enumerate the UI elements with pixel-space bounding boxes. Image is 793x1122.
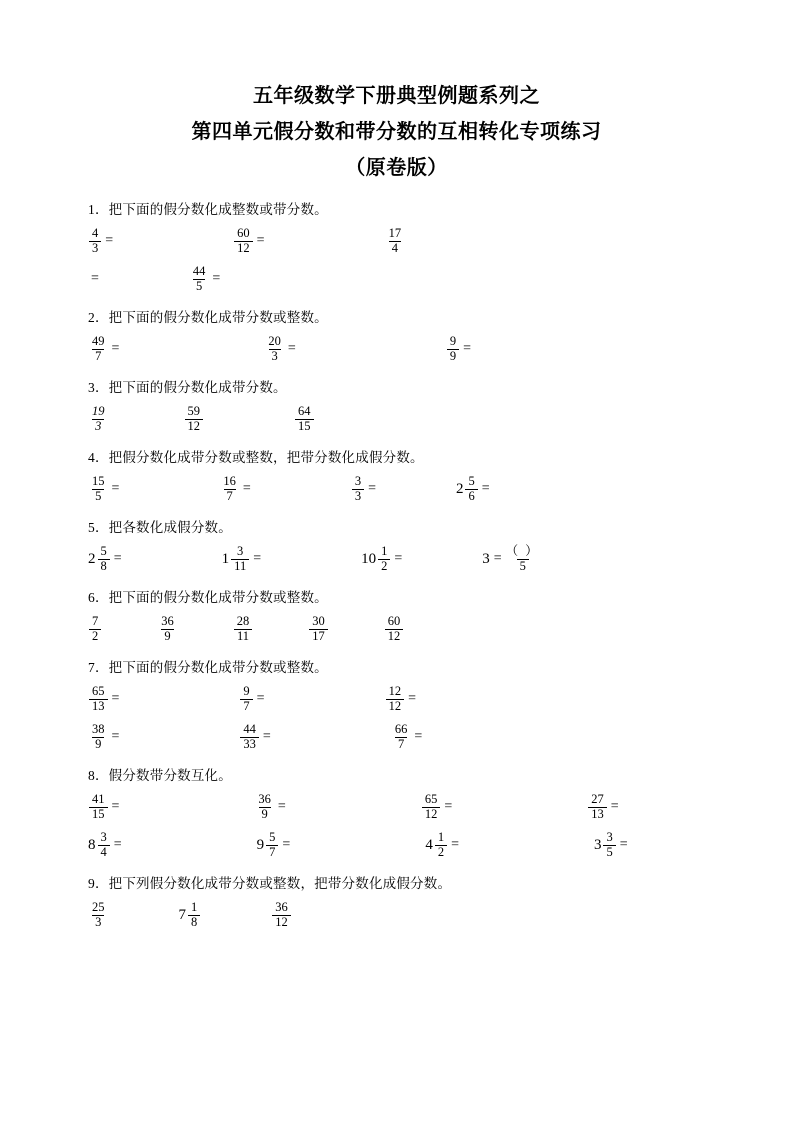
fraction-denominator: 5 [92,489,104,503]
fraction-numerator: 36 [275,900,288,915]
answer-row [88,826,705,864]
fraction-denominator: 7 [395,737,407,751]
question-text: 2．把下面的假分数化成带分数或整数。 [88,310,328,325]
whole-number: 1 [221,550,230,567]
answer-row [88,260,705,298]
exercise-item[interactable] [88,723,119,750]
fraction-denominator: 5 [517,559,529,573]
fraction [295,405,314,432]
fraction-numerator: 66 [394,722,408,737]
question-block [88,588,705,648]
fraction-denominator: 17 [309,629,328,643]
fraction-denominator: 11 [231,559,249,573]
equals-sign: = [610,799,619,814]
answer-row [88,330,705,368]
equals-sign: = [256,233,265,248]
fraction-numerator: 3 [606,830,613,845]
exercise-item[interactable] [385,685,416,712]
fraction-denominator: 8 [188,915,200,929]
fraction-denominator: 12 [234,241,253,255]
exercise-item[interactable] [157,615,178,642]
question-block [88,448,705,508]
fraction [89,723,108,750]
question-text: 1．把下面的假分数化成整数或带分数。 [88,202,328,217]
exercise-item[interactable] [264,335,295,362]
title-line-3: （原卷版） [345,157,448,179]
fraction-numerator: 3 [100,830,107,845]
fraction [386,227,405,254]
fraction [89,685,108,712]
fraction-numerator: 15 [92,474,105,489]
exercise-item[interactable] [88,793,119,820]
question-text: 9．把下列假分数化成带分数或整数，把带分数化成假分数。 [88,876,452,891]
answer-row [88,540,705,578]
fraction-numerator: 30 [312,614,325,629]
fraction-denominator: 7 [92,349,104,363]
fraction-numerator: 28 [236,614,250,629]
exercise-item[interactable] [88,615,102,642]
exercise-item[interactable] [587,793,618,820]
equals-sign: = [105,233,114,248]
fraction-numerator: 5 [269,830,276,845]
exercise-item[interactable] [294,405,315,432]
exercise-item[interactable] [233,227,264,254]
exercise-item[interactable] [384,615,405,642]
exercise-item[interactable] [239,723,270,750]
fraction-numerator: 41 [92,792,105,807]
fraction-numerator: 1 [381,544,388,559]
fraction [503,545,543,572]
fraction-denominator: 15 [295,419,314,433]
exercise-item[interactable] [88,545,122,572]
equals-sign: = [463,341,471,356]
fraction-numerator: 36 [258,792,271,807]
fraction [185,405,204,432]
fraction-numerator: 9 [243,684,250,699]
fraction [352,475,364,502]
equals-sign: = [262,729,271,744]
equals-sign: = [282,837,291,852]
whole-number: 3 [593,836,602,853]
fraction-denominator: 4 [389,241,401,255]
question-text: 4．把假分数化成带分数或整数，把带分数化成假分数。 [88,450,424,465]
fraction-denominator: 13 [89,699,108,713]
fraction-numerator: 25 [92,900,105,915]
equals-sign: = [91,271,99,286]
fraction-denominator: 12 [272,915,291,929]
whole-number: 9 [256,836,265,853]
equals-sign: = [111,799,120,814]
fraction [378,545,390,572]
answer-row [88,680,705,718]
fraction-denominator: 12 [422,807,441,821]
equals-sign: = [242,481,251,496]
question-block [88,658,705,756]
fraction [98,545,110,572]
fraction [385,615,404,642]
whole-number: 2 [455,480,464,497]
fraction [234,227,253,254]
equals-sign: = [111,341,120,356]
fraction-denominator: 9 [92,737,104,751]
equals-sign: = [493,551,502,566]
fraction-denominator: 3 [352,489,364,503]
fraction [89,793,108,820]
fraction-numerator: 65 [424,792,438,807]
fraction-denominator: 6 [465,489,477,503]
fraction-numerator: 12 [388,684,402,699]
fraction [603,831,615,858]
whole-number: 7 [178,906,186,923]
fraction-numerator: 3 [237,544,244,559]
fraction-numerator: 4 [92,226,99,241]
equals-sign: = [253,551,262,566]
fraction-denominator: 5 [193,279,205,293]
exercise-item[interactable] [271,901,292,928]
exercise-item[interactable] [239,685,264,712]
exercise-item[interactable] [233,615,254,642]
exercise-item[interactable] [88,227,113,254]
exercise-item[interactable] [184,405,205,432]
fraction-numerator: 44 [192,264,206,279]
question-block [88,200,705,298]
fraction-denominator: 9 [161,629,173,643]
question-block [88,766,705,864]
question-text: 8．假分数带分数互化。 [88,768,232,783]
fraction [89,475,108,502]
fraction [240,685,252,712]
questions-container [88,200,705,934]
fraction-numerator: 38 [92,722,105,737]
fraction [255,793,274,820]
fraction-numerator: 60 [237,226,250,241]
fraction [190,265,209,292]
fraction-numerator: 7 [92,614,99,629]
exercise-item[interactable] [88,475,119,502]
answer-row [88,788,705,826]
exercise-item[interactable] [88,271,99,287]
equals-sign: = [481,481,490,496]
fraction [265,335,284,362]
exercise-item[interactable] [421,793,452,820]
exercise-item[interactable] [88,831,122,858]
fraction-denominator: 4 [98,845,110,859]
fraction-denominator: 3 [89,241,101,255]
fraction-denominator: 2 [378,559,390,573]
answer-row [88,470,705,508]
answer-row [88,400,705,438]
equals-sign: = [451,837,459,852]
fraction-numerator: 27 [591,792,604,807]
fraction-numerator: 19 [92,404,105,419]
fraction-numerator: 20 [268,334,281,349]
fraction-denominator: 5 [603,845,615,859]
fraction-numerator: 16 [223,474,236,489]
fraction [240,723,259,750]
exercise-item[interactable] [308,615,329,642]
equals-sign: = [256,691,265,706]
exercise-item[interactable] [219,475,250,502]
exercise-item[interactable] [88,685,119,712]
fraction-denominator: 3 [269,349,281,363]
exercise-item[interactable] [88,335,119,362]
exercise-item[interactable] [179,901,202,928]
fraction-numerator: （ ） [505,544,540,559]
answer-row [88,610,705,648]
fraction-denominator: 9 [259,807,271,821]
exercise-item[interactable] [456,475,490,502]
fraction [98,831,110,858]
fraction-numerator: 59 [187,404,200,419]
whole-number: 2 [88,550,96,567]
fraction [231,545,249,572]
question-text: 5．把各数化成假分数。 [88,520,232,535]
fraction [234,615,253,642]
fraction [422,793,441,820]
fraction-numerator: 3 [354,474,362,489]
answer-row [88,222,705,260]
question-block [88,874,705,934]
equals-sign: = [287,341,296,356]
fraction [158,615,177,642]
fraction [588,793,607,820]
equals-sign: = [113,551,122,566]
question-block [88,518,705,578]
equals-sign: = [113,837,122,852]
fraction-numerator: 17 [388,226,402,241]
fraction-numerator: 1 [437,830,445,845]
exercise-item[interactable] [88,405,109,432]
equals-sign: = [444,799,453,814]
whole-number: 10 [361,550,377,567]
question-text: 6．把下面的假分数化成带分数或整数。 [88,590,328,605]
fraction-denominator: 12 [385,629,404,643]
exercise-item[interactable] [351,475,376,502]
equals-sign: = [111,691,120,706]
question-text: 7．把下面的假分数化成带分数或整数。 [88,660,328,675]
fraction [392,723,411,750]
whole-number: 3 [482,550,490,567]
fraction [272,901,291,928]
fraction-denominator: 3 [92,419,104,433]
fraction-denominator: 2 [435,845,447,859]
question-text: 3．把下面的假分数化成带分数。 [88,380,287,395]
fraction [89,901,108,928]
exercise-item[interactable] [254,793,285,820]
fraction-numerator: 65 [92,684,105,699]
fraction-numerator: 60 [387,614,401,629]
fraction [465,475,477,502]
fraction-numerator: 44 [243,722,256,737]
equals-sign: = [408,691,416,706]
equals-sign: = [212,271,221,286]
equals-sign: = [414,729,423,744]
title-line-2: 第四单元假分数和带分数的互相转化专项练习 [191,121,602,143]
exercise-item[interactable] [391,723,422,750]
fraction-numerator: 1 [191,900,198,915]
fraction-denominator: 12 [386,699,405,713]
fraction [89,227,101,254]
fraction-denominator: 33 [240,737,259,751]
question-block [88,378,705,438]
page-title [88,78,705,186]
fraction-denominator: 8 [98,559,110,573]
fraction-denominator: 3 [92,915,104,929]
fraction-denominator: 2 [89,629,101,643]
fraction-numerator: 49 [92,334,105,349]
fraction-denominator: 11 [234,629,252,643]
exercise-item[interactable] [88,901,109,928]
fraction-numerator: 5 [100,544,107,559]
equals-sign: = [368,481,376,496]
equals-sign: = [111,481,120,496]
exercise-item[interactable] [594,831,628,858]
fraction [386,685,405,712]
fraction-denominator: 7 [266,845,278,859]
equals-sign: = [111,729,120,744]
fraction [89,405,108,432]
exercise-item[interactable] [482,545,544,572]
equals-sign: = [394,551,403,566]
exercise-item[interactable] [189,265,220,292]
fraction [89,615,101,642]
fraction-numerator: 9 [449,334,457,349]
fraction [309,615,328,642]
equals-sign: = [619,837,628,852]
equals-sign: = [277,799,286,814]
fraction [89,335,108,362]
fraction [220,475,239,502]
fraction-denominator: 7 [240,699,252,713]
exercise-item[interactable] [257,831,291,858]
answer-row [88,718,705,756]
whole-number: 4 [425,836,433,853]
question-block [88,308,705,368]
fraction-denominator: 7 [224,489,236,503]
whole-number: 8 [88,836,96,853]
fraction-denominator: 15 [89,807,108,821]
exercise-item[interactable] [222,545,261,572]
fraction-numerator: 64 [298,404,311,419]
fraction [188,901,200,928]
fraction-denominator: 13 [588,807,607,821]
exercise-item[interactable] [425,831,459,858]
exercise-item[interactable] [361,545,402,572]
fraction-numerator: 5 [468,474,475,489]
answer-row [88,896,705,934]
fraction-denominator: 12 [185,419,204,433]
fraction [435,831,447,858]
fraction-denominator: 9 [447,349,459,363]
fraction [447,335,459,362]
fraction-numerator: 36 [161,614,174,629]
exercise-item[interactable] [385,227,406,254]
exercise-item[interactable] [446,335,471,362]
title-line-1: 五年级数学下册典型例题系列之 [253,85,540,107]
fraction [266,831,278,858]
